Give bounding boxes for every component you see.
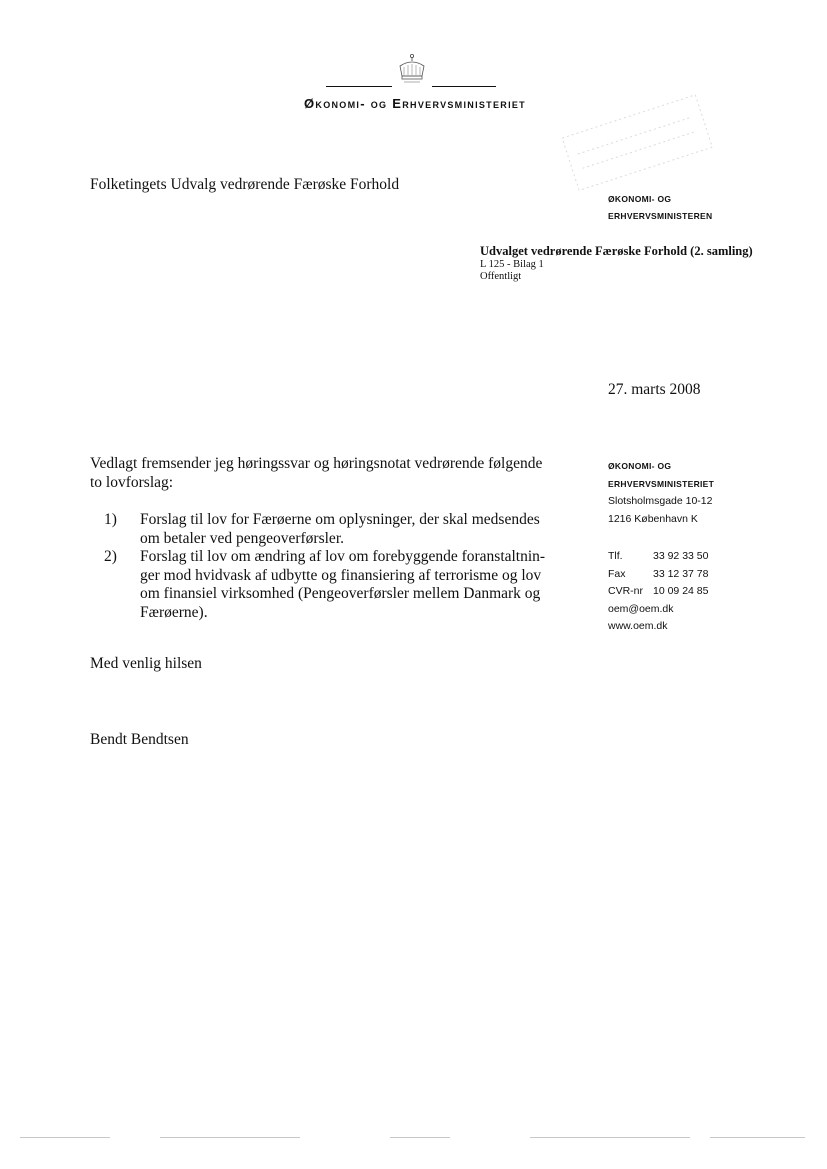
received-stamp-icon — [548, 90, 728, 200]
cvr-label: CVR-nr — [608, 585, 644, 597]
body-intro — [90, 455, 570, 492]
body-intro-line-1: Vedlagt fremsender jeg høringssvar og høringsnotat vedrørende følgende — [90, 455, 543, 472]
contact-block — [608, 548, 708, 636]
list-line: om finansiel virksomhed (Pengeoverførsler mellem Danmark og — [140, 585, 541, 602]
scan-artifact — [390, 1137, 450, 1138]
ministry-wordmark: Økonomi- og Erhvervsministeriet — [304, 96, 526, 111]
sender-line-1: ØKONOMI- OG — [608, 194, 672, 204]
list-text — [140, 511, 574, 548]
registry-title: Udvalget vedrørende Færøske Forhold (2. samling) — [480, 244, 753, 258]
website-link[interactable]: www.oem.dk — [608, 620, 668, 632]
list-number: 2) — [104, 548, 117, 565]
phone-number: 33 92 33 50 — [653, 550, 709, 562]
list-text — [140, 548, 574, 622]
scan-artifact — [160, 1137, 300, 1138]
list-line: om betaler ved pengeoverførsler. — [140, 529, 344, 547]
proposal-list — [104, 511, 574, 622]
list-number: 1) — [104, 511, 117, 528]
cvr-row — [608, 583, 708, 601]
address-block — [608, 458, 714, 528]
fax-label: Fax — [608, 567, 626, 580]
list-line: Forslag til lov om ændring af lov om forebyggende foranstaltnin- — [140, 548, 546, 565]
registry-status: Offentligt — [480, 271, 522, 282]
cvr-number: 10 09 24 85 — [653, 585, 709, 597]
header-rule-right — [432, 86, 496, 87]
signature-name: Bendt Bendtsen — [90, 731, 189, 748]
list-line: Færøerne). — [140, 603, 208, 621]
phone-label: Tlf. — [608, 550, 623, 562]
list-item — [104, 548, 574, 622]
list-item — [104, 511, 574, 548]
recipient: Folketingets Udvalg vedrørende Færøske Forhold — [90, 176, 400, 193]
body-intro-line-2: to lovforslag: — [90, 473, 174, 491]
address-org-line-2: ERHVERVSMINISTERIET — [608, 478, 715, 489]
registry-stamp — [480, 244, 753, 283]
sender-line-2: ERHVERVSMINISTEREN — [608, 211, 713, 221]
fax-number: 33 12 37 78 — [653, 567, 709, 580]
address-city: 1216 København K — [608, 512, 698, 525]
address-street: Slotsholmsgade 10-12 — [608, 495, 713, 507]
phone-row — [608, 548, 708, 566]
email-link[interactable]: oem@oem.dk — [608, 602, 674, 615]
fax-row — [608, 566, 708, 584]
letter-date: 27. marts 2008 — [608, 381, 701, 398]
header-rule-left — [326, 86, 392, 87]
scan-artifact — [710, 1137, 805, 1138]
scan-artifact — [20, 1137, 110, 1138]
registry-ref: L 125 - Bilag 1 — [480, 259, 544, 270]
closing: Med venlig hilsen — [90, 655, 202, 672]
address-org-line-1: ØKONOMI- OG — [608, 461, 672, 471]
sender-block — [608, 191, 712, 225]
crown-crest-icon — [392, 52, 432, 88]
list-line: ger mod hvidvask af udbytte og finansiering af terrorisme og lov — [140, 566, 542, 584]
list-line: Forslag til lov for Færøerne om oplysninger, der skal medsendes — [140, 511, 540, 528]
scan-artifact — [530, 1137, 690, 1138]
